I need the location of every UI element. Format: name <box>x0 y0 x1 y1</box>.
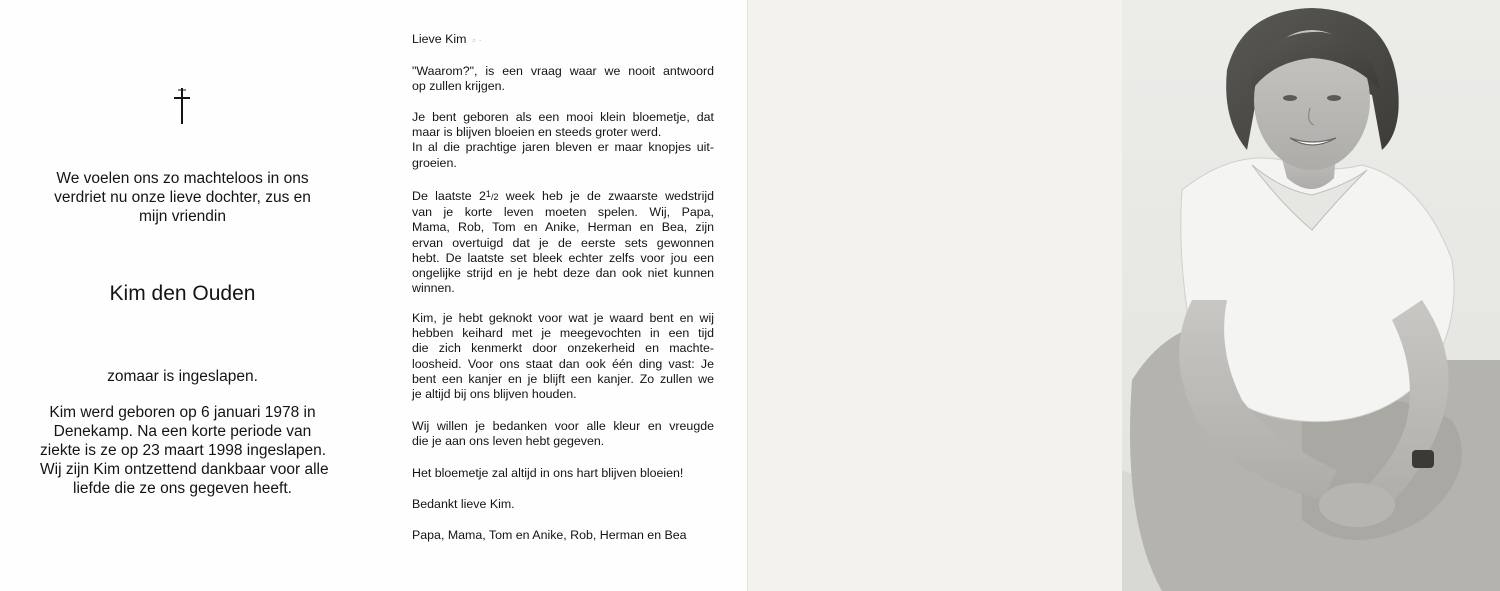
bio-line: liefde die ze ons gegeven heeft. <box>73 480 292 497</box>
letter-line: Mama, Rob, Tom en Anike, Herman en Bea, zijn <box>412 220 714 235</box>
letter-line: op zullen krijgen. <box>412 79 505 94</box>
letter-line: die je aan ons leven hebt gegeven. <box>412 434 605 449</box>
bio-line: Wij zijn Kim ontzettend dankbaar voor alle <box>40 461 329 478</box>
letter-line: je altijd bij ons blijven houden. <box>412 387 577 402</box>
slept-text: zomaar is ingeslapen. <box>107 368 258 385</box>
letter-paragraph-5 <box>412 419 714 449</box>
letter-line: "Waarom?", is een vraag waar we nooit antwoord <box>412 64 714 78</box>
letter-line: Wij willen je bedanken voor alle kleur en vreugde <box>412 419 714 433</box>
fraction-denominator: /2 <box>490 192 499 202</box>
letter-paragraph-2 <box>412 110 714 171</box>
letter-line: die zich kenmerkt door onzekerheid en machte- <box>412 341 714 356</box>
letter-signature <box>412 528 714 543</box>
bio-line: Kim werd geboren op 6 januari 1978 in <box>49 404 316 421</box>
cross-icon <box>170 86 194 126</box>
letter-line: hebben keihard met je meegevochten in een tijd <box>412 326 714 341</box>
letter-line: loosheid. Voor ons staat dan ook één ding vast: Je <box>412 356 714 371</box>
letter-line: bent een kanjer en je blijft een kanjer. Zo zullen we <box>412 371 714 386</box>
fraction-numerator: 1 <box>485 189 491 199</box>
letter-line: maar is blijven bloeien en steeds groter werd. <box>412 125 662 140</box>
letter-line: ervan overtuigd dat je de eerste sets gewonnen <box>412 235 714 250</box>
letter-paragraph-7 <box>412 497 714 512</box>
signature-line: Papa, Mama, Tom en Anike, Rob, Herman en Bea <box>412 528 687 542</box>
intro-line: mijn vriendin <box>138 208 226 225</box>
letter-paragraph-4 <box>412 311 714 402</box>
letter-line <box>412 187 714 205</box>
letter-paragraph-3 <box>412 187 714 296</box>
portrait-photo <box>1122 0 1500 591</box>
blank-panel <box>747 0 1123 591</box>
letter-line: winnen. <box>412 281 455 296</box>
bio-text <box>40 403 329 498</box>
letter-line: In al die prachtige jaren bleven er maar knopjes uit- <box>412 140 714 155</box>
letter-line: Bedankt lieve Kim. <box>412 497 515 511</box>
intro-text <box>40 169 325 226</box>
letter-paragraph-6 <box>412 466 714 481</box>
letter-line: groeien. <box>412 155 457 170</box>
letter-greeting <box>412 32 714 48</box>
letter-line: ongelijke strijd en je hebt deze dan ook niet kunnen <box>412 266 714 281</box>
portrait-image <box>1122 0 1500 591</box>
p3-prefix: De laatste 2 <box>412 189 486 203</box>
letter-line: van je korte leven moeten spelen. Wij, Papa, <box>412 205 714 220</box>
bio-line: ziekte is ze op 23 maart 1998 ingeslapen. <box>40 442 327 459</box>
greeting-mark: ⸗ · <box>472 35 482 46</box>
letter-line: Het bloemetje zal altijd in ons hart blijven bloeien! <box>412 466 684 480</box>
letter-line: Kim, je hebt geknokt voor wat je waard bent en wij <box>412 311 714 325</box>
notice-panel <box>0 0 375 591</box>
p3-suffix: week heb je de zwaarste wedstrijd <box>498 189 714 203</box>
intro-line: verdriet nu onze lieve dochter, zus en <box>54 189 311 206</box>
bio-line: Denekamp. Na een korte periode van <box>53 423 312 440</box>
letter-line: hebt. De laatste set bleek echter zelfs voor jou een <box>412 250 714 265</box>
greeting-text: Lieve Kim <box>412 32 467 46</box>
deceased-name: Kim den Ouden <box>109 282 256 305</box>
letter-paragraph-1 <box>412 64 714 94</box>
intro-line: We voelen ons zo machteloos in ons <box>56 170 309 187</box>
letter-line: Je bent geboren als een mooi klein bloemetje, dat <box>412 110 714 124</box>
